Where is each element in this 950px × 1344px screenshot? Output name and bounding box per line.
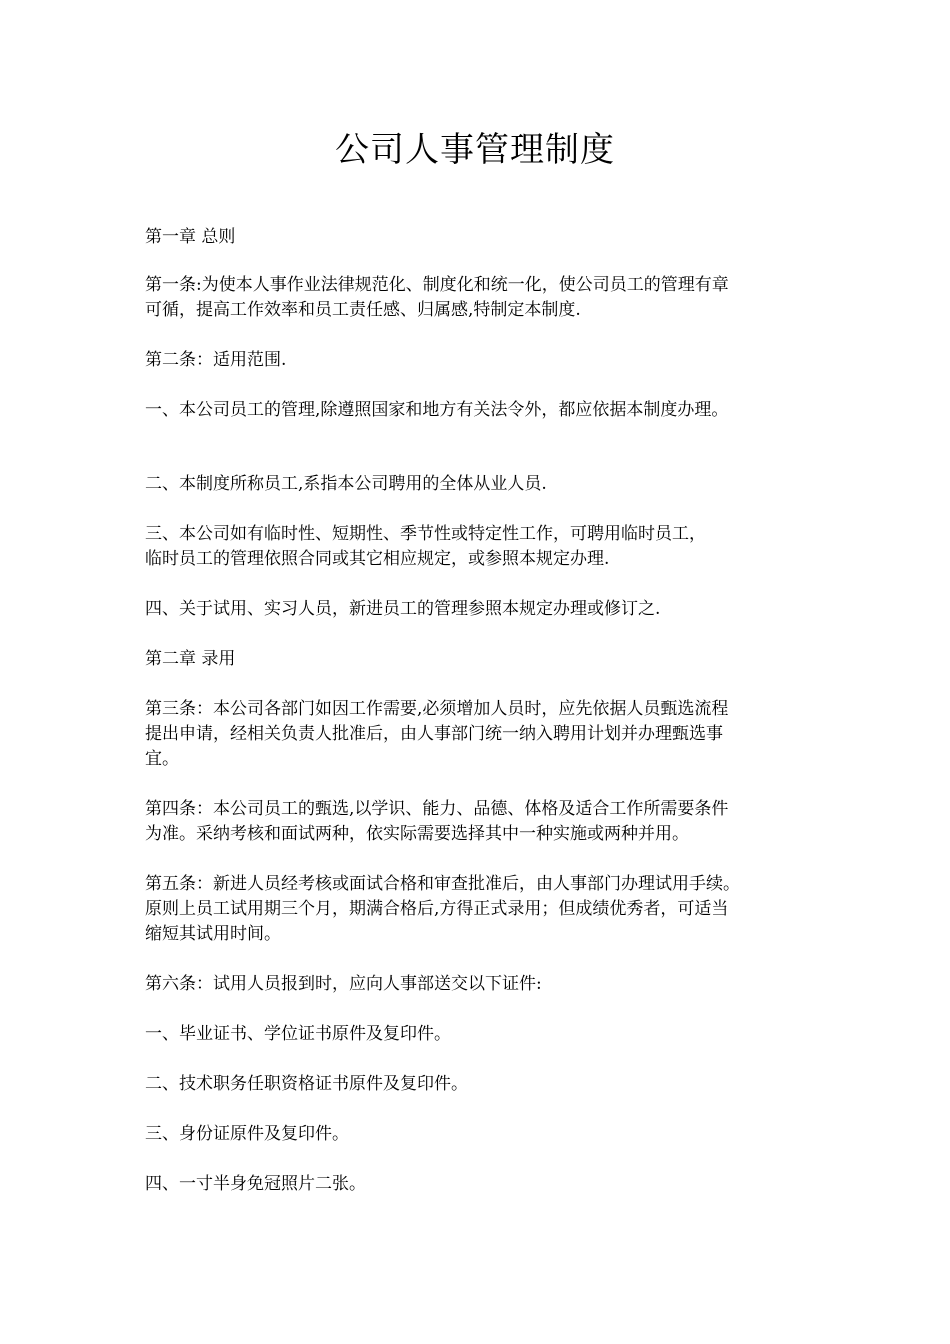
article-2-item-3-line-2: 临时员工的管理依照合同或其它相应规定，或参照本规定办理. — [145, 549, 610, 569]
article-6-item-2: 二、技术职务任职资格证书原件及复印件。 — [145, 1074, 468, 1094]
chapter-2-heading: 第二章 录用 — [145, 649, 236, 669]
article-5-line-3: 缩短其试用时间。 — [145, 924, 281, 944]
article-6-item-3: 三、身份证原件及复印件。 — [145, 1124, 349, 1144]
article-5-line-2: 原则上员工试用期三个月，期满合格后,方得正式录用；但成绩优秀者，可适当 — [145, 899, 729, 919]
article-2-item-2: 二、本制度所称员工,系指本公司聘用的全体从业人员. — [145, 474, 547, 494]
document-title: 公司人事管理制度 — [335, 130, 615, 170]
article-1-line-2: 可循，提高工作效率和员工责任感、归属感,特制定本制度. — [145, 300, 581, 320]
article-4-line-2: 为准。采纳考核和面试两种，依实际需要选择其中一种实施或两种并用。 — [145, 824, 689, 844]
article-2-item-3-line-1: 三、本公司如有临时性、短期性、季节性或特定性工作，可聘用临时员工， — [145, 524, 706, 544]
article-5-line-1: 第五条：新进人员经考核或面试合格和审查批准后，由人事部门办理试用手续。 — [145, 874, 740, 894]
article-3-line-2: 提出申请，经相关负责人批准后，由人事部门统一纳入聘用计划并办理甄选事 — [145, 724, 723, 744]
chapter-1-heading: 第一章 总则 — [145, 227, 236, 247]
article-6-item-4: 四、一寸半身免冠照片二张。 — [145, 1174, 366, 1194]
article-2-heading: 第二条：适用范围. — [145, 350, 287, 370]
article-6-item-1: 一、毕业证书、学位证书原件及复印件。 — [145, 1024, 451, 1044]
article-4-line-1: 第四条：本公司员工的甄选,以学识、能力、品德、体格及适合工作所需要条件 — [145, 799, 729, 819]
article-3-line-1: 第三条：本公司各部门如因工作需要,必须增加人员时，应先依据人员甄选流程 — [145, 699, 729, 719]
article-2-item-1: 一、本公司员工的管理,除遵照国家和地方有关法令外，都应依据本制度办理。 — [145, 400, 729, 420]
article-1-line-1: 第一条:为使本人事作业法律规范化、制度化和统一化，使公司员工的管理有章 — [145, 275, 729, 295]
article-6-heading: 第六条：试用人员报到时，应向人事部送交以下证件: — [145, 974, 542, 994]
article-3-line-3: 宜。 — [145, 749, 179, 769]
article-2-item-4: 四、关于试用、实习人员，新进员工的管理参照本规定办理或修订之. — [145, 599, 661, 619]
